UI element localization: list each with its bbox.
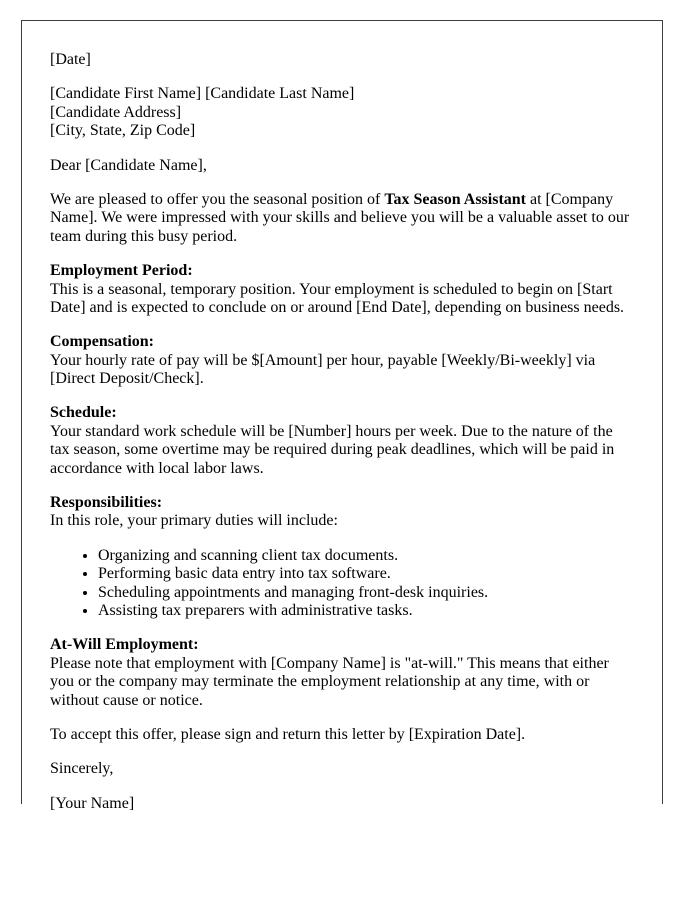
at-will-heading: At-Will Employment: bbox=[50, 636, 199, 654]
responsibilities-heading: Responsibilities: bbox=[50, 494, 163, 512]
list-item: • Performing basic data entry into tax software. bbox=[98, 565, 632, 583]
letter-container bbox=[21, 20, 663, 812]
recipient-city-line: [City, State, Zip Code] bbox=[50, 122, 196, 140]
salutation: Dear [Candidate Name], bbox=[50, 156, 207, 174]
recipient-block bbox=[50, 85, 632, 140]
recipient-address-line: [Candidate Address] bbox=[50, 103, 182, 121]
responsibilities-body: In this role, your primary duties will include: bbox=[50, 512, 338, 530]
closing: Sincerely, bbox=[50, 760, 114, 778]
recipient-name-line: [Candidate First Name] [Candidate Last Name] bbox=[50, 85, 355, 103]
signature-name: [Your Name] bbox=[50, 794, 135, 812]
acceptance-line: To accept this offer, please sign and return this letter by [Expiration Date]. bbox=[50, 725, 526, 743]
intro-text-before: We are pleased to offer you the seasonal position of bbox=[50, 190, 385, 208]
employment-period-body: This is a seasonal, temporary position. Your employment is scheduled to begin on [Start Date] and is expected to conclude on or around [End Date], depending on business needs. bbox=[50, 280, 625, 316]
list-item: • Organizing and scanning client tax documents. bbox=[98, 547, 632, 565]
employment-period-heading: Employment Period: bbox=[50, 262, 193, 280]
section-compensation bbox=[50, 333, 632, 388]
schedule-heading: Schedule: bbox=[50, 404, 117, 422]
intro-paragraph bbox=[50, 191, 632, 246]
section-employment-period bbox=[50, 262, 632, 317]
compensation-body: Your hourly rate of pay will be $[Amount] per hour, payable [Weekly/Bi-weekly] via [Direct Deposit/Check]. bbox=[50, 351, 596, 388]
schedule-body: Your standard work schedule will be [Number] hours per week. Due to the nature of the tax season, some overtime may be required during peak deadlines, which will be paid in accordance with local labor laws. bbox=[50, 422, 615, 477]
date-line: [Date] bbox=[50, 51, 91, 68]
section-schedule bbox=[50, 404, 632, 478]
compensation-heading: Compensation: bbox=[50, 333, 155, 351]
position-title-bold: Tax Season Assistant bbox=[384, 190, 526, 208]
list-item: • Assisting tax preparers with administrative tasks. bbox=[98, 602, 632, 620]
section-responsibilities bbox=[50, 494, 632, 531]
at-will-body: Please note that employment with [Company Name] is "at-will." This means that either you or the company may terminate the employment relationship at any time, with or without cause or notice. bbox=[50, 654, 609, 709]
responsibilities-list bbox=[50, 547, 632, 621]
section-at-will bbox=[50, 636, 632, 710]
intro-text-after: at [Company Name]. We were impressed with your skills and believe you will be a valuable asset to our team during this busy period. bbox=[50, 190, 630, 245]
list-item: • Scheduling appointments and managing front-desk inquiries. bbox=[98, 584, 632, 602]
